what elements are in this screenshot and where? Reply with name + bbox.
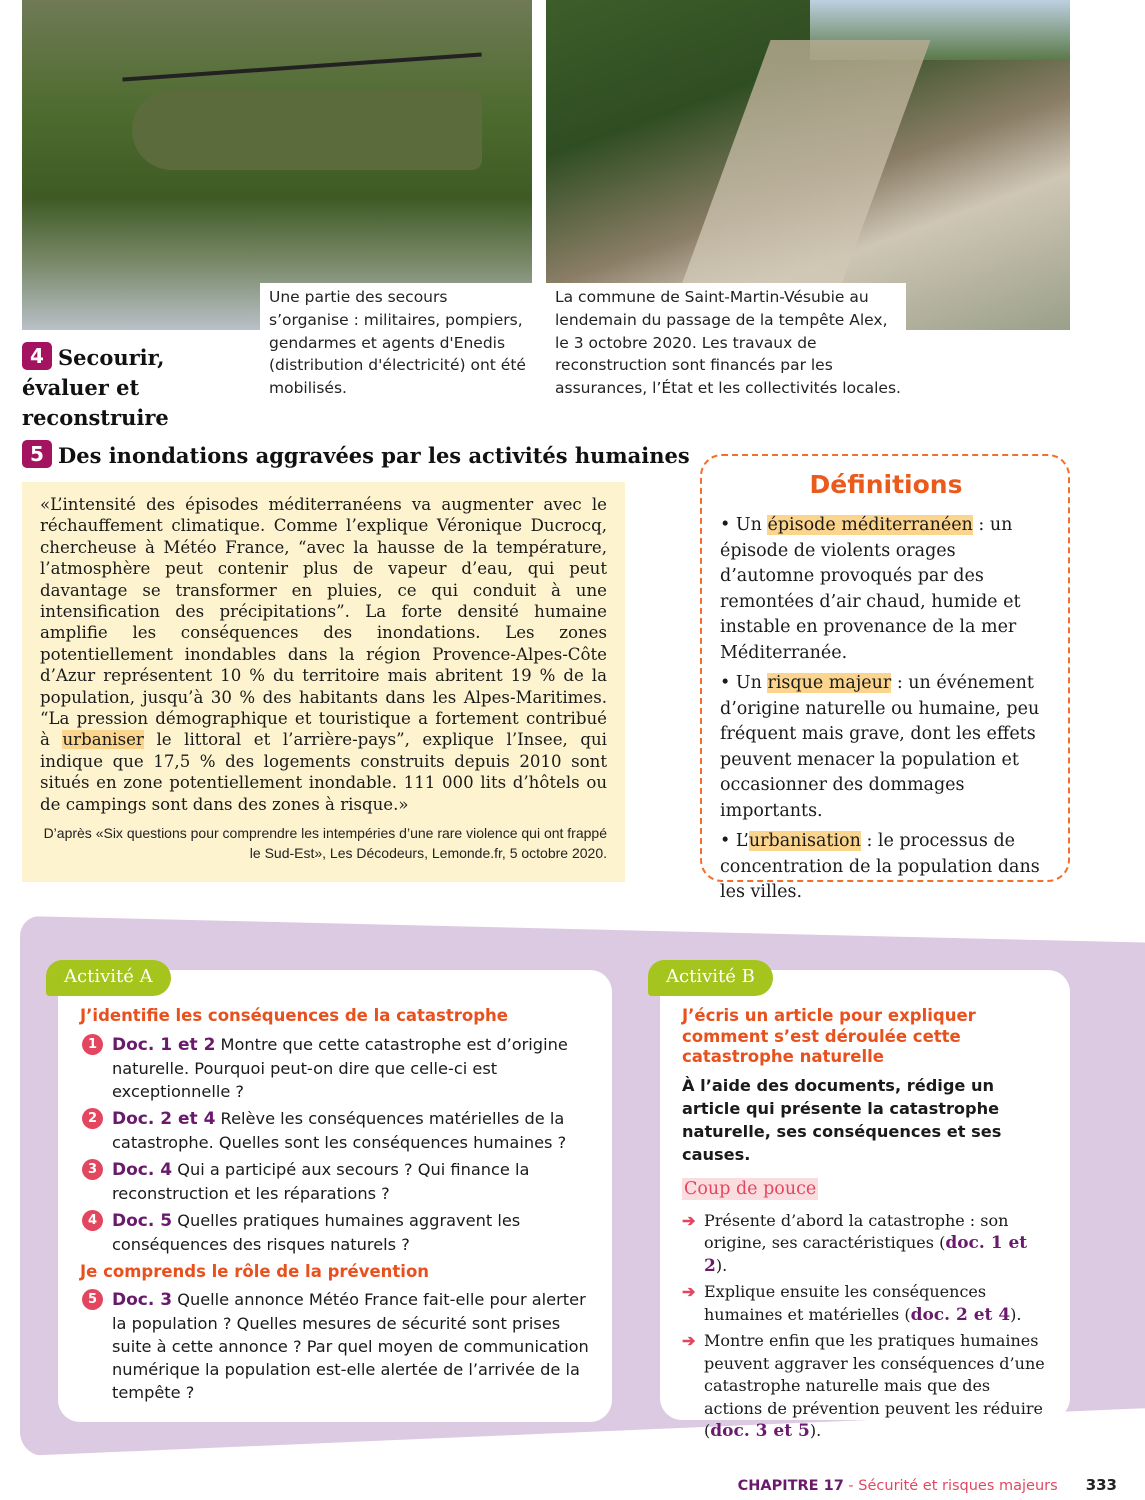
activity-a-section2: Je comprends le rôle de la prévention (80, 1261, 430, 1281)
activity-a-tab: Activité A (46, 960, 171, 996)
activity-b-section: J’écris un article pour expliquer comment s’est déroulée cette catastrophe naturelle (682, 1006, 976, 1066)
question-text: Quelles pratiques humaines aggravent les conséquences des risques naturels ? (112, 1210, 521, 1254)
def-prefix: • Un (720, 515, 768, 535)
def-text: : un épisode de violents orages d’automne provoqués par des remontées d’air chaud, humide et instable en provenance de la mer Méditerranée. (720, 515, 1021, 663)
chapter-theme: - Sécurité et risques majeurs (843, 1478, 1058, 1494)
question-text: Montre que cette catastrophe est d’origine naturelle. Pourquoi peut-on dire que celle-ci est exceptionnelle ? (112, 1034, 568, 1101)
question-text: Relève les conséquences matérielles de la catastrophe. Quelles sont les conséquences humaines ? (112, 1108, 567, 1152)
activity-a-section1: J’identifie les conséquences de la catastrophe (80, 1006, 508, 1025)
question-number: 1 (82, 1034, 103, 1055)
coup-de-pouce-label: Coup de pouce (684, 1178, 817, 1199)
question-number: 2 (82, 1108, 103, 1129)
quote-source: D’après «Six questions pour comprendre les intempéries d’une rare violence qui ont frappé le Sud-Est», Les Décodeurs, Lemonde.fr, 5 octobre 2020. (43, 825, 607, 862)
doc4-caption-right: La commune de Saint-Martin-Vésubie au lendemain du passage de la tempête Alex, le 3 octobre 2020. Les travaux de reconstruction sont financés par les assurances, l’État et les collectivités locales. (546, 283, 906, 400)
quote-text (40, 494, 607, 815)
tip-item (682, 1210, 1050, 1278)
helicopter-rotor (122, 52, 481, 81)
tip-text: Explique ensuite les conséquences humaines et matérielles ( (704, 1282, 987, 1324)
activity-b-intro: À l’aide des documents, rédige un article qui présente la catastrophe naturelle, ses conséquences et ses causes. (682, 1075, 1002, 1164)
doc-number-badge: 4 (22, 342, 52, 370)
tip-text: Présente d’abord la catastrophe : son origine, ses caractéristiques ( (704, 1210, 1009, 1252)
doc-ref: Doc. 1 et 2 (112, 1034, 216, 1055)
question-item (80, 1158, 592, 1205)
tip-item (682, 1281, 1050, 1326)
question-number: 4 (82, 1210, 103, 1231)
question-text: Qui a participé aux secours ? Qui finance la reconstruction et les réparations ? (112, 1159, 530, 1203)
tip-end: ). (715, 1255, 728, 1275)
def-term: urbanisation (748, 831, 861, 851)
def-prefix: • Un (720, 673, 768, 693)
quote-part: «L’intensité des épisodes méditerranéens va augmenter avec le réchauffement climatique. Comme l’explique Véronique Ducrocq, chercheuse à Météo France, “avec la hausse de la température, l’atmosphère peut contenir plus de vapeur d’eau, qui peut davantage se transformer en pluies, ce qui conduit à une intensification des précipitations”. La forte densité humaine amplifie les conséquences des inondations. Les zones potentiellement inondables dans la région Provence-Alpes-Côte d’Azur représentent 10 % du territoire mais abritent 19 % de la population, jusqu’à 30 % des habitants dans les Alpes-Maritimes. “La pression démographique et touristique a fortement contribué à (40, 495, 607, 750)
activity-a-card (58, 970, 612, 1422)
activity-b-tab: Activité B (648, 960, 773, 996)
doc-ref: Doc. 2 et 4 (112, 1108, 216, 1129)
arrow-icon: ➔ (682, 1282, 696, 1301)
def-text: : un événement d’origine naturelle ou humaine, peu fréquent mais grave, dont les effets peuvent menacer la population et occasionner des dommages importants. (720, 673, 1040, 821)
doc-ref: doc. 1 et 2 (704, 1233, 1028, 1276)
doc5-title-text: Des inondations aggravées par les activités humaines (58, 443, 690, 468)
doc-number-badge: 5 (22, 440, 52, 468)
arrow-icon: ➔ (682, 1331, 696, 1350)
doc-ref: doc. 2 et 4 (910, 1304, 1011, 1325)
activity-b-card (660, 970, 1070, 1441)
highlighted-term: urbaniser (62, 730, 144, 750)
doc4-caption-left: Une partie des secours s’organise : militaires, pompiers, gendarmes et agents d'Enedis (distribution d'électricité) ont été mobilisés. (260, 283, 532, 400)
definitions-title: Définitions (809, 470, 963, 499)
definitions-box (700, 454, 1070, 902)
doc-ref: Doc. 5 (112, 1210, 173, 1231)
doc-ref: Doc. 3 (112, 1290, 173, 1310)
question-item (80, 1209, 592, 1256)
helicopter-rescue-photo (22, 0, 532, 330)
question-number: 3 (82, 1159, 103, 1180)
quote-part: le littoral et l’arrière-pays”, explique l’Insee, qui indique que 17,5 % des logements construits depuis 2010 sont situés en zone potentiellement inondable. 111 000 lits d’hôtels ou de campings sont dans des zones à risque.» (40, 730, 607, 814)
arrow-icon: ➔ (682, 1210, 696, 1230)
doc-ref: doc. 3 et 5 (710, 1421, 810, 1441)
tip-item (682, 1330, 1050, 1443)
doc4-title (22, 342, 257, 433)
question-item (80, 1033, 592, 1103)
doc4-title-text: Secourir, évaluer et reconstruire (22, 345, 169, 430)
question-item (80, 1288, 592, 1404)
page-number: 333 (1085, 1476, 1117, 1494)
definition-item (720, 513, 1052, 666)
helicopter (132, 90, 482, 170)
tip-text: Montre enfin que les pratiques humaines peuvent aggraver les conséquences d’une catastrophe naturelle mais que des actions de prévention peuvent les réduire ( (704, 1331, 1045, 1440)
definition-item (720, 829, 1052, 906)
doc-ref: Doc. 4 (112, 1159, 173, 1180)
saint-martin-vesubie-photo (546, 0, 1070, 330)
question-number: 5 (82, 1289, 103, 1310)
tip-end: ). (809, 1421, 822, 1440)
doc5-title (22, 440, 690, 468)
question-text: Quelle annonce Météo France fait-elle pour alerter la population ? Quelles mesures de sécurité sont prises suite à cette annonce ? Par quel moyen de communication numérique la population est-elle alertée de l’arrivée de la tempête ? (112, 1290, 589, 1402)
definition-item (720, 671, 1052, 824)
page-footer (738, 1476, 1117, 1494)
def-text: : le processus de concentration de la population dans les villes. (720, 831, 1040, 902)
def-term: épisode méditerranéen (767, 515, 973, 535)
tip-end: ). (1010, 1304, 1022, 1324)
def-term: risque majeur (767, 673, 892, 693)
question-item (80, 1107, 592, 1154)
doc5-quote-box (22, 482, 625, 882)
def-prefix: • L’ (720, 831, 749, 851)
chapter-label: CHAPITRE 17 (737, 1478, 844, 1494)
